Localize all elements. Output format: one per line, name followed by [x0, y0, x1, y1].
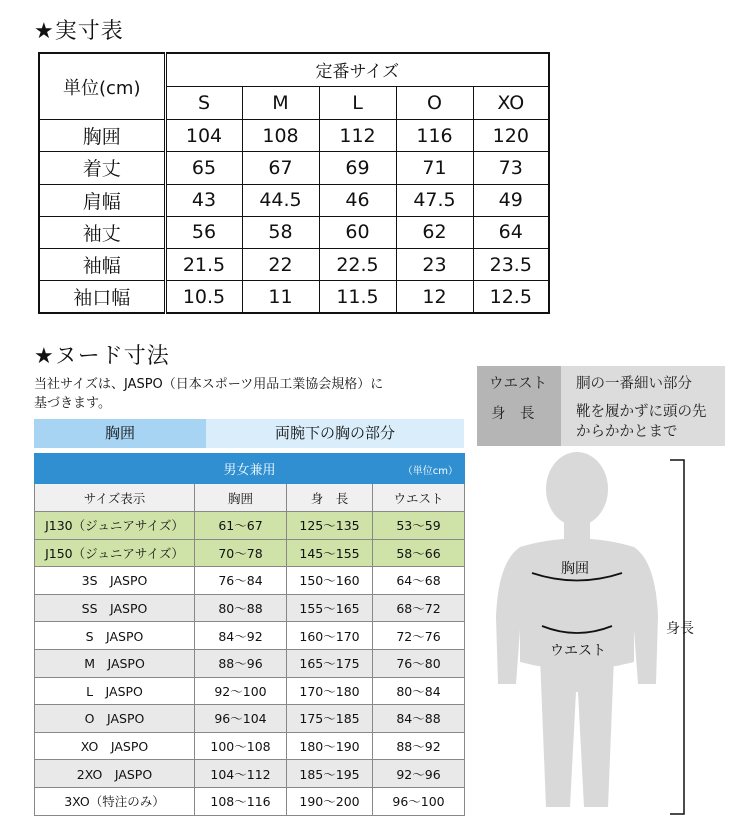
cell-waist: 72〜76 [373, 622, 465, 650]
row-label: 袖丈 [39, 216, 165, 248]
measurement-value: 67 [242, 152, 319, 184]
definition-desc-waist: 胴の一番細い部分 [576, 376, 692, 392]
nude-note-line2: 基づきます。 [34, 396, 111, 411]
size-table-row [35, 594, 465, 622]
cell-size: 3S JASPO [35, 567, 195, 595]
size-table-row [35, 787, 465, 815]
size-table-row [35, 649, 465, 677]
figure-height-label: 身長 [666, 621, 694, 637]
cell-size: O JASPO [35, 705, 195, 733]
nude-chart-heading: ★ヌード寸法 [34, 344, 170, 369]
cell-waist: 58〜66 [373, 539, 465, 567]
size-header: M [242, 86, 319, 119]
cell-waist: 68〜72 [373, 594, 465, 622]
cell-chest: 104〜112 [195, 760, 287, 788]
measurement-value: 11 [242, 281, 319, 313]
size-header: L [319, 86, 396, 119]
size-row [39, 281, 549, 313]
size-chart-table [38, 52, 550, 314]
cell-height: 145〜155 [287, 539, 373, 567]
measurement-value: 116 [396, 120, 473, 152]
measurement-value: 11.5 [319, 281, 396, 313]
cell-height: 175〜185 [287, 705, 373, 733]
cell-height: 180〜190 [287, 732, 373, 760]
measurement-value: 43 [165, 184, 242, 216]
cell-size: J150（ジュニアサイズ） [35, 539, 195, 567]
cell-size: M JASPO [35, 649, 195, 677]
measurement-value: 23.5 [473, 249, 549, 281]
size-table-row [35, 539, 465, 567]
figure-chest-label: 胸囲 [561, 561, 589, 577]
cell-chest: 100〜108 [195, 732, 287, 760]
measurement-value: 120 [473, 120, 549, 152]
measurement-value: 62 [396, 216, 473, 248]
cell-waist: 53〜59 [373, 512, 465, 540]
cell-height: 170〜180 [287, 677, 373, 705]
size-row [39, 216, 549, 248]
cell-waist: 92〜96 [373, 760, 465, 788]
column-header: 身 長 [287, 484, 373, 512]
cell-waist: 80〜84 [373, 677, 465, 705]
size-table-row [35, 622, 465, 650]
cell-chest: 96〜104 [195, 705, 287, 733]
size-table-row [35, 732, 465, 760]
cell-chest: 88〜96 [195, 649, 287, 677]
cell-size: SS JASPO [35, 594, 195, 622]
size-table-row [35, 705, 465, 733]
measurement-value: 65 [165, 152, 242, 184]
size-table-row [35, 512, 465, 540]
size-table-row [35, 760, 465, 788]
cell-size: 2XO JASPO [35, 760, 195, 788]
cell-size: S JASPO [35, 622, 195, 650]
measurement-value: 60 [319, 216, 396, 248]
cell-waist: 64〜68 [373, 567, 465, 595]
measurement-value: 112 [319, 120, 396, 152]
chest-definition-bar [34, 419, 464, 448]
size-row [39, 120, 549, 152]
measurement-value: 104 [165, 120, 242, 152]
cell-chest: 76〜84 [195, 567, 287, 595]
nude-size-table [34, 453, 465, 816]
unit-label: 単位(cm) [39, 53, 165, 120]
cell-height: 125〜135 [287, 512, 373, 540]
size-header: S [165, 86, 242, 119]
cell-chest: 84〜92 [195, 622, 287, 650]
measurement-value: 22 [242, 249, 319, 281]
group-label: 定番サイズ [165, 53, 549, 86]
cell-size: 3XO（特注のみ） [35, 787, 195, 815]
size-header: O [396, 86, 473, 119]
cell-chest: 61〜67 [195, 512, 287, 540]
definitions-box [477, 366, 725, 446]
measurement-value: 21.5 [165, 249, 242, 281]
column-header: 胸囲 [195, 484, 287, 512]
cell-size: J130（ジュニアサイズ） [35, 512, 195, 540]
cell-height: 165〜175 [287, 649, 373, 677]
row-label: 胸囲 [39, 120, 165, 152]
cell-height: 185〜195 [287, 760, 373, 788]
cell-waist: 76〜80 [373, 649, 465, 677]
measurement-value: 58 [242, 216, 319, 248]
size-row [39, 249, 549, 281]
measurement-value: 108 [242, 120, 319, 152]
definition-term-waist: ウエスト [489, 376, 547, 392]
measurement-value: 47.5 [396, 184, 473, 216]
measurement-value: 44.5 [242, 184, 319, 216]
cell-chest: 92〜100 [195, 677, 287, 705]
cell-height: 190〜200 [287, 787, 373, 815]
body-silhouette-icon [480, 452, 750, 830]
measurement-value: 12.5 [473, 281, 549, 313]
size-row [39, 184, 549, 216]
nude-note-line1: 当社サイズは、JASPO（日本スポーツ用品工業協会規格）に [34, 377, 384, 392]
table-title-row [35, 454, 465, 484]
measurement-value: 56 [165, 216, 242, 248]
size-table-row [35, 677, 465, 705]
measurement-value: 10.5 [165, 281, 242, 313]
cell-height: 160〜170 [287, 622, 373, 650]
row-label: 袖幅 [39, 249, 165, 281]
measurement-value: 46 [319, 184, 396, 216]
cell-height: 150〜160 [287, 567, 373, 595]
definition-desc-height: 靴を履かずに頭の先からかかとまで [576, 404, 707, 440]
measurement-value: 71 [396, 152, 473, 184]
measurement-value: 64 [473, 216, 549, 248]
cell-waist: 96〜100 [373, 787, 465, 815]
cell-chest: 108〜116 [195, 787, 287, 815]
measurement-value: 12 [396, 281, 473, 313]
definition-term-height: 身 長 [491, 406, 535, 422]
cell-size: XO JASPO [35, 732, 195, 760]
cell-chest: 70〜78 [195, 539, 287, 567]
row-label: 袖口幅 [39, 281, 165, 313]
row-label: 肩幅 [39, 184, 165, 216]
chest-bar-label: 胸囲 [34, 419, 206, 448]
chest-bar-desc: 両腕下の胸の部分 [206, 419, 464, 448]
column-header: サイズ表示 [35, 484, 195, 512]
cell-waist: 88〜92 [373, 732, 465, 760]
column-header: ウエスト [373, 484, 465, 512]
measurement-value: 23 [396, 249, 473, 281]
cell-chest: 80〜88 [195, 594, 287, 622]
row-label: 着丈 [39, 152, 165, 184]
size-header: XO [473, 86, 549, 119]
cell-height: 155〜165 [287, 594, 373, 622]
body-figure [480, 452, 750, 830]
figure-waist-label: ウエスト [550, 643, 606, 659]
cell-size: L JASPO [35, 677, 195, 705]
cell-waist: 84〜88 [373, 705, 465, 733]
measurement-value: 22.5 [319, 249, 396, 281]
table-unit: （単位cm） [402, 466, 459, 477]
measurement-value: 69 [319, 152, 396, 184]
size-table-row [35, 567, 465, 595]
measurement-value: 73 [473, 152, 549, 184]
table-title: 男女兼用 [223, 463, 276, 478]
size-chart-heading: ★実寸表 [34, 19, 124, 44]
size-row [39, 152, 549, 184]
measurement-value: 49 [473, 184, 549, 216]
